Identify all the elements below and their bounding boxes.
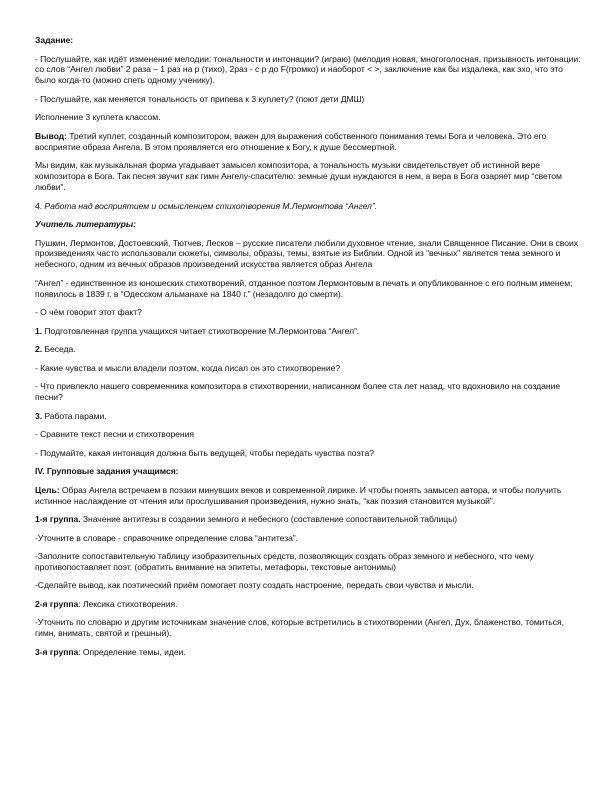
group-2-label: 2-я группа [35,598,79,609]
goal-label: Цель: [35,484,60,495]
goal-text: Образ Ангела встречаем в поэзии минувших веков и современной лирике. И чтобы понять замысел автора, и чтобы получить истинное наслаждение от чтения или прослушивания произведения, нужно знать, “как поэзия становится музыкой”. [35,484,562,506]
step-1-number: 1. [35,325,43,336]
task-intonation: - Подумайте, какая интонация должна быть ведущей, чтобы передать чувства поэта? [35,447,374,458]
step-2-number: 2. [35,344,43,355]
group-1-label: 1-я группа. [35,514,81,525]
group-3-label: 3-я группа [35,646,79,657]
step-2-text: Беседа. [42,344,76,355]
group-1-task-conclusion: -Сделайте вывод, как поэтический приём помогает поэту создать настроение, передать свои чувства и мысли. [35,580,474,591]
step-3-text: Работа парами. [42,410,107,421]
question-feelings: - Какие чувства и мысли владели поэтом, когда писал он это стихотворение? [35,362,341,373]
section-4-title: Работа над восприятием и осмыслением стихотворения М.Лермонтова “Ангел”. [44,200,377,211]
question-composer-attraction: - Что привлекло нашего современника композитора в стихотворении, написанном более ста лет назад, что вдохновило на создание песни? [35,381,561,403]
group-2-task-vocabulary: -Уточнить по словарю и другим источникам значение слов, которые встретились в стихотворении (Ангел, Дух, блаженство, томиться, гимн, внимать, святой и грешный). [35,617,564,639]
paragraph-conclusion [35,131,582,153]
paragraph-class-performance: Исполнение 3 куплета классом. [35,112,161,123]
step-3-number: 3. [35,410,43,421]
group-1-text: Значение антитезы в создании земного и небесного (составление сопоставительной таблицы) [80,514,458,525]
step-1-text: Подготовленная группа учащихся читает стихотворение М.Лермонтова “Ангел”. [42,325,360,336]
paragraph-melody-change: - Послушайте, как идёт изменение мелодии: тональности и интонации? (играю) (мелодия новая, многоголосная, призывность интонации: со слов “Ангел любви” 2 раза – 1 раз на р (тихо), 2раз - с р до F(громко) и наоборот < >, заключение как бы издалека, как эхо, что это было когда-то (можно спеть одному ученику). [35,53,581,86]
paragraph-tonality-question: - Послушайте, как меняется тональность от припева к 3 куплету? (поют дети ДМШ) [35,93,365,104]
group-1 [35,514,582,525]
step-3 [35,411,582,422]
literature-teacher-heading: Учитель литературы: [35,219,136,230]
document-page [35,35,582,665]
paragraph-angel-poem-history: “Ангел” - единственное из юношеских стихотворений, отданное поэтом Лермонтовым в печать и опубликованное с его полным именем; появилось в 1839 г. в “Одесском альманахе на 1840 г.” (незадолго до смерти). [35,277,573,299]
group-3 [35,647,582,658]
section-4-heading [35,201,582,212]
paragraph-russian-writers: Пушкин, Лермонтов, Достоевский, Тютчев, Лесков – русские писатели любили духовное чтение, знали Священное Писание. Они в своих произведениях часто использовали сюжеты, символы, образы, темы, взятые из Библии. Одной из “вечных” является тема земного и небесного, одним из вечных образов произведений искусства является образ Ангела [35,237,578,270]
group-2 [35,599,582,610]
group-3-text: : Определение темы, идеи. [78,646,186,657]
paragraph-fact-question: - О чём говорит этот факт? [35,307,142,318]
group-1-task-table: -Заполните сопоставительную таблицу изобразительных средств, позволяющих создать образ земного и небесного, что чему противопоставляет поэт. (обратить внимание на эпитеты, метафоры, текстовые антонимы) [35,551,534,572]
group-1-task-dictionary: -Уточните в словаре - справочнике определение слова “антитеза”. [35,532,298,543]
paragraph-goal [35,485,582,507]
section-4-number: 4. [35,200,45,211]
step-2 [35,344,582,355]
paragraph-musical-form: Мы видим, как музыкальная форма угадывает замысел композитора, а тональность музыки свидетельствует об истинной вере композитора в Бога. Так песня звучит как гимн Ангелу-спасителю: земные души нуждаются в нем, а вера в Бога озаряет мир “светом любви”. [35,160,562,193]
task-heading: Задание: [35,35,74,45]
group-2-text: : Лексика стихотворения. [78,598,178,609]
task-compare-texts: - Сравните текст песни и стихотворения [35,429,194,440]
step-1 [35,326,582,337]
conclusion-label: Вывод: [35,130,67,141]
section-iv-heading: IV. Групповые задания учащимся: [35,466,179,477]
conclusion-text: Третий куплет, созданный композитором, важен для выражения собственного понимания темы Бога и человека. Это его восприятие образа Ангела. В этом проявляется его отношение к Богу, к душе бессмертной. [35,130,547,152]
